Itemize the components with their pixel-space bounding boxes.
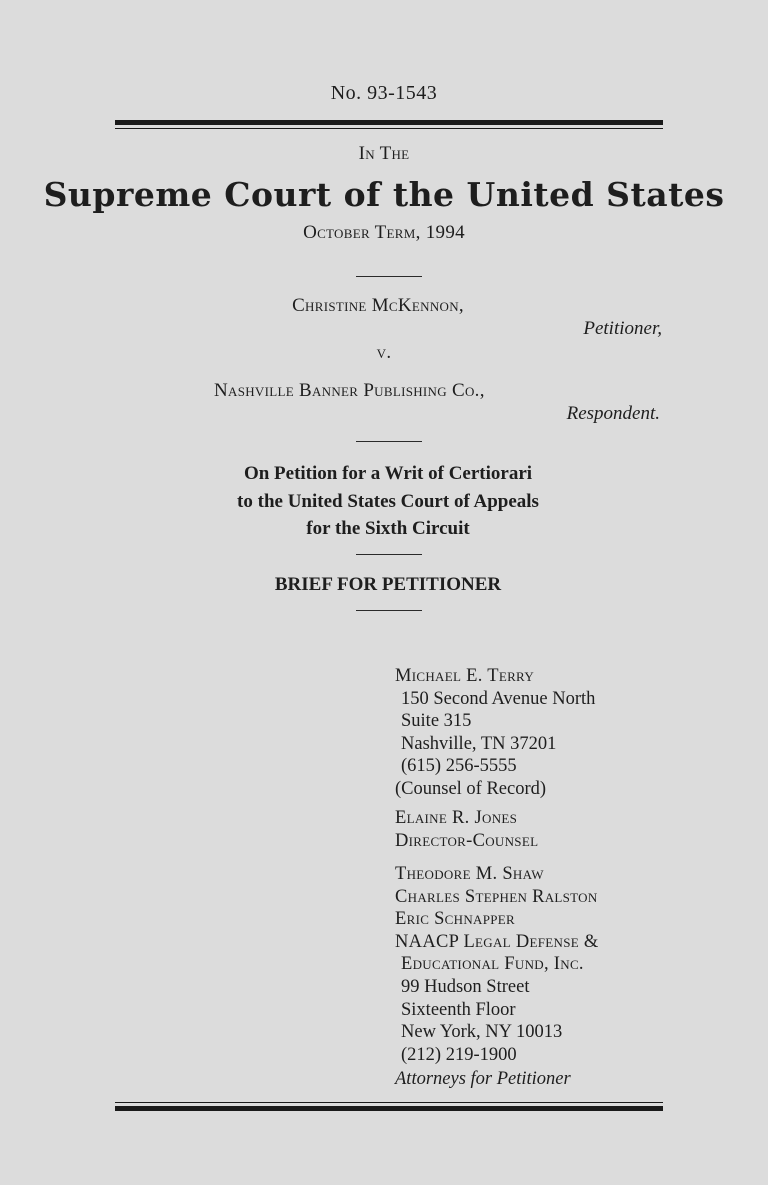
counsel-name: Charles Stephen Ralston [395, 886, 598, 907]
organization-phone: (212) 219-1900 [401, 1044, 517, 1065]
counsel-of-record-note: (Counsel of Record) [395, 778, 547, 799]
court-name: Supreme Court of the United States [43, 175, 725, 214]
petitioner-name: Christine McKennon, [292, 295, 464, 316]
director-counsel-block [395, 807, 538, 852]
director-counsel-title: Director-Counsel [395, 830, 539, 851]
court-intro: In The [358, 143, 410, 164]
director-counsel-name: Elaine R. Jones [395, 808, 518, 828]
organization-address-line: New York, NY 10013 [401, 1022, 563, 1043]
brief-title: BRIEF FOR PETITIONER [274, 574, 502, 595]
organization-line-1: NAACP Legal Defense & [395, 931, 599, 952]
counsel-address-line: 150 Second Avenue North [401, 688, 596, 709]
petition-line-1: On Petition for a Writ of Certiorari [243, 463, 533, 484]
term: October Term, 1994 [303, 222, 465, 243]
organization-address-line: Sixteenth Floor [401, 999, 516, 1020]
organization-line-2: Educational Fund, Inc. [401, 954, 584, 975]
petitioner-role: Petitioner, [583, 318, 662, 339]
counsel-name: Theodore M. Shaw [395, 864, 544, 884]
organization-address-line: 99 Hudson Street [401, 976, 530, 997]
counsel-of-record-name: Michael E. Terry [395, 666, 535, 686]
docket-number: No. 93-1543 [330, 82, 438, 104]
versus: v. [376, 342, 392, 363]
divider-1 [356, 276, 422, 277]
counsel-address-line: Suite 315 [401, 711, 472, 732]
respondent-name: Nashville Banner Publishing Co., [214, 380, 485, 401]
top-rule-thick [115, 120, 663, 125]
attorneys-for: Attorneys for Petitioner [395, 1069, 571, 1089]
counsel-of-record-block [395, 665, 595, 801]
other-counsel-block [395, 863, 599, 1066]
petition-line-2: to the United States Court of Appeals [237, 491, 539, 512]
counsel-address-line: Nashville, TN 37201 [401, 733, 557, 754]
divider-3 [356, 554, 422, 555]
petition-line-3: for the Sixth Circuit [306, 518, 470, 539]
counsel-name: Eric Schnapper [395, 909, 515, 930]
bottom-rule-thin [115, 1102, 663, 1103]
bottom-rule-thick [115, 1106, 663, 1111]
counsel-phone: (615) 256-5555 [401, 756, 517, 777]
divider-2 [356, 441, 422, 442]
top-rule-thin [115, 128, 663, 129]
divider-4 [356, 610, 422, 611]
respondent-role: Respondent. [566, 403, 660, 424]
